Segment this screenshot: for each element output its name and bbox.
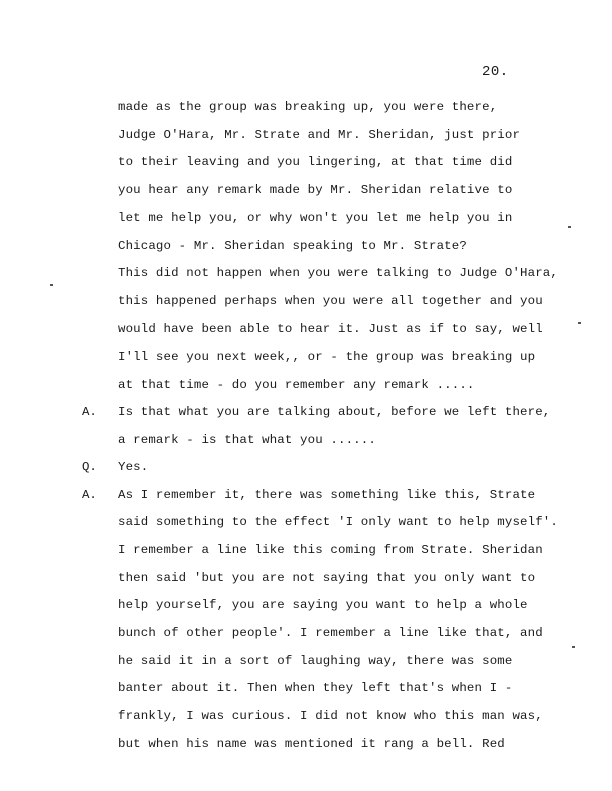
transcript-line: I remember a line like this coming from Strate. Sheridan xyxy=(118,543,543,557)
transcript-line: help yourself, you are saying you want to help a whole xyxy=(118,598,528,612)
transcript-line: then said 'but you are not saying that you only want to xyxy=(118,571,536,585)
transcript-line: This did not happen when you were talking to Judge O'Hara, xyxy=(118,266,558,280)
transcript-line: made as the group was breaking up, you were there, xyxy=(118,100,498,114)
transcript-line: As I remember it, there was something like this, Strate xyxy=(118,488,536,502)
transcript-line: to their leaving and you lingering, at that time did xyxy=(118,155,513,169)
transcript-line: said something to the effect 'I only want to help myself'. xyxy=(118,515,558,529)
scan-speck xyxy=(50,284,53,286)
scan-speck xyxy=(572,646,575,648)
transcript-line: he said it in a sort of laughing way, there was some xyxy=(118,654,513,668)
transcript-line: this happened perhaps when you were all together and you xyxy=(118,294,543,308)
transcript-line: a remark - is that what you ...... xyxy=(118,433,376,447)
speaker-label: A. xyxy=(82,488,97,502)
transcript-line: frankly, I was curious. I did not know who this man was, xyxy=(118,709,543,723)
scan-speck xyxy=(578,322,581,324)
transcript-line: I'll see you next week,, or - the group was breaking up xyxy=(118,350,536,364)
speaker-label: Q. xyxy=(82,460,97,474)
transcript-line: Yes. xyxy=(118,460,149,474)
transcript-line: Chicago - Mr. Sheridan speaking to Mr. Strate? xyxy=(118,239,467,253)
transcript-line: at that time - do you remember any remark ..... xyxy=(118,378,475,392)
transcript-line: Judge O'Hara, Mr. Strate and Mr. Sheridan, just prior xyxy=(118,128,521,142)
page-number: 20. xyxy=(482,64,509,80)
transcript-line: but when his name was mentioned it rang a bell. Red xyxy=(118,737,505,751)
transcript-line: banter about it. Then when they left that's when I - xyxy=(118,681,513,695)
transcript-line: you hear any remark made by Mr. Sheridan relative to xyxy=(118,183,513,197)
transcript-line: Is that what you are talking about, before we left there, xyxy=(118,405,551,419)
transcript-line: let me help you, or why won't you let me help you in xyxy=(118,211,513,225)
transcript-line: would have been able to hear it. Just as if to say, well xyxy=(118,322,543,336)
scan-speck xyxy=(568,226,571,228)
speaker-label: A. xyxy=(82,405,97,419)
transcript-line: bunch of other people'. I remember a line like that, and xyxy=(118,626,543,640)
